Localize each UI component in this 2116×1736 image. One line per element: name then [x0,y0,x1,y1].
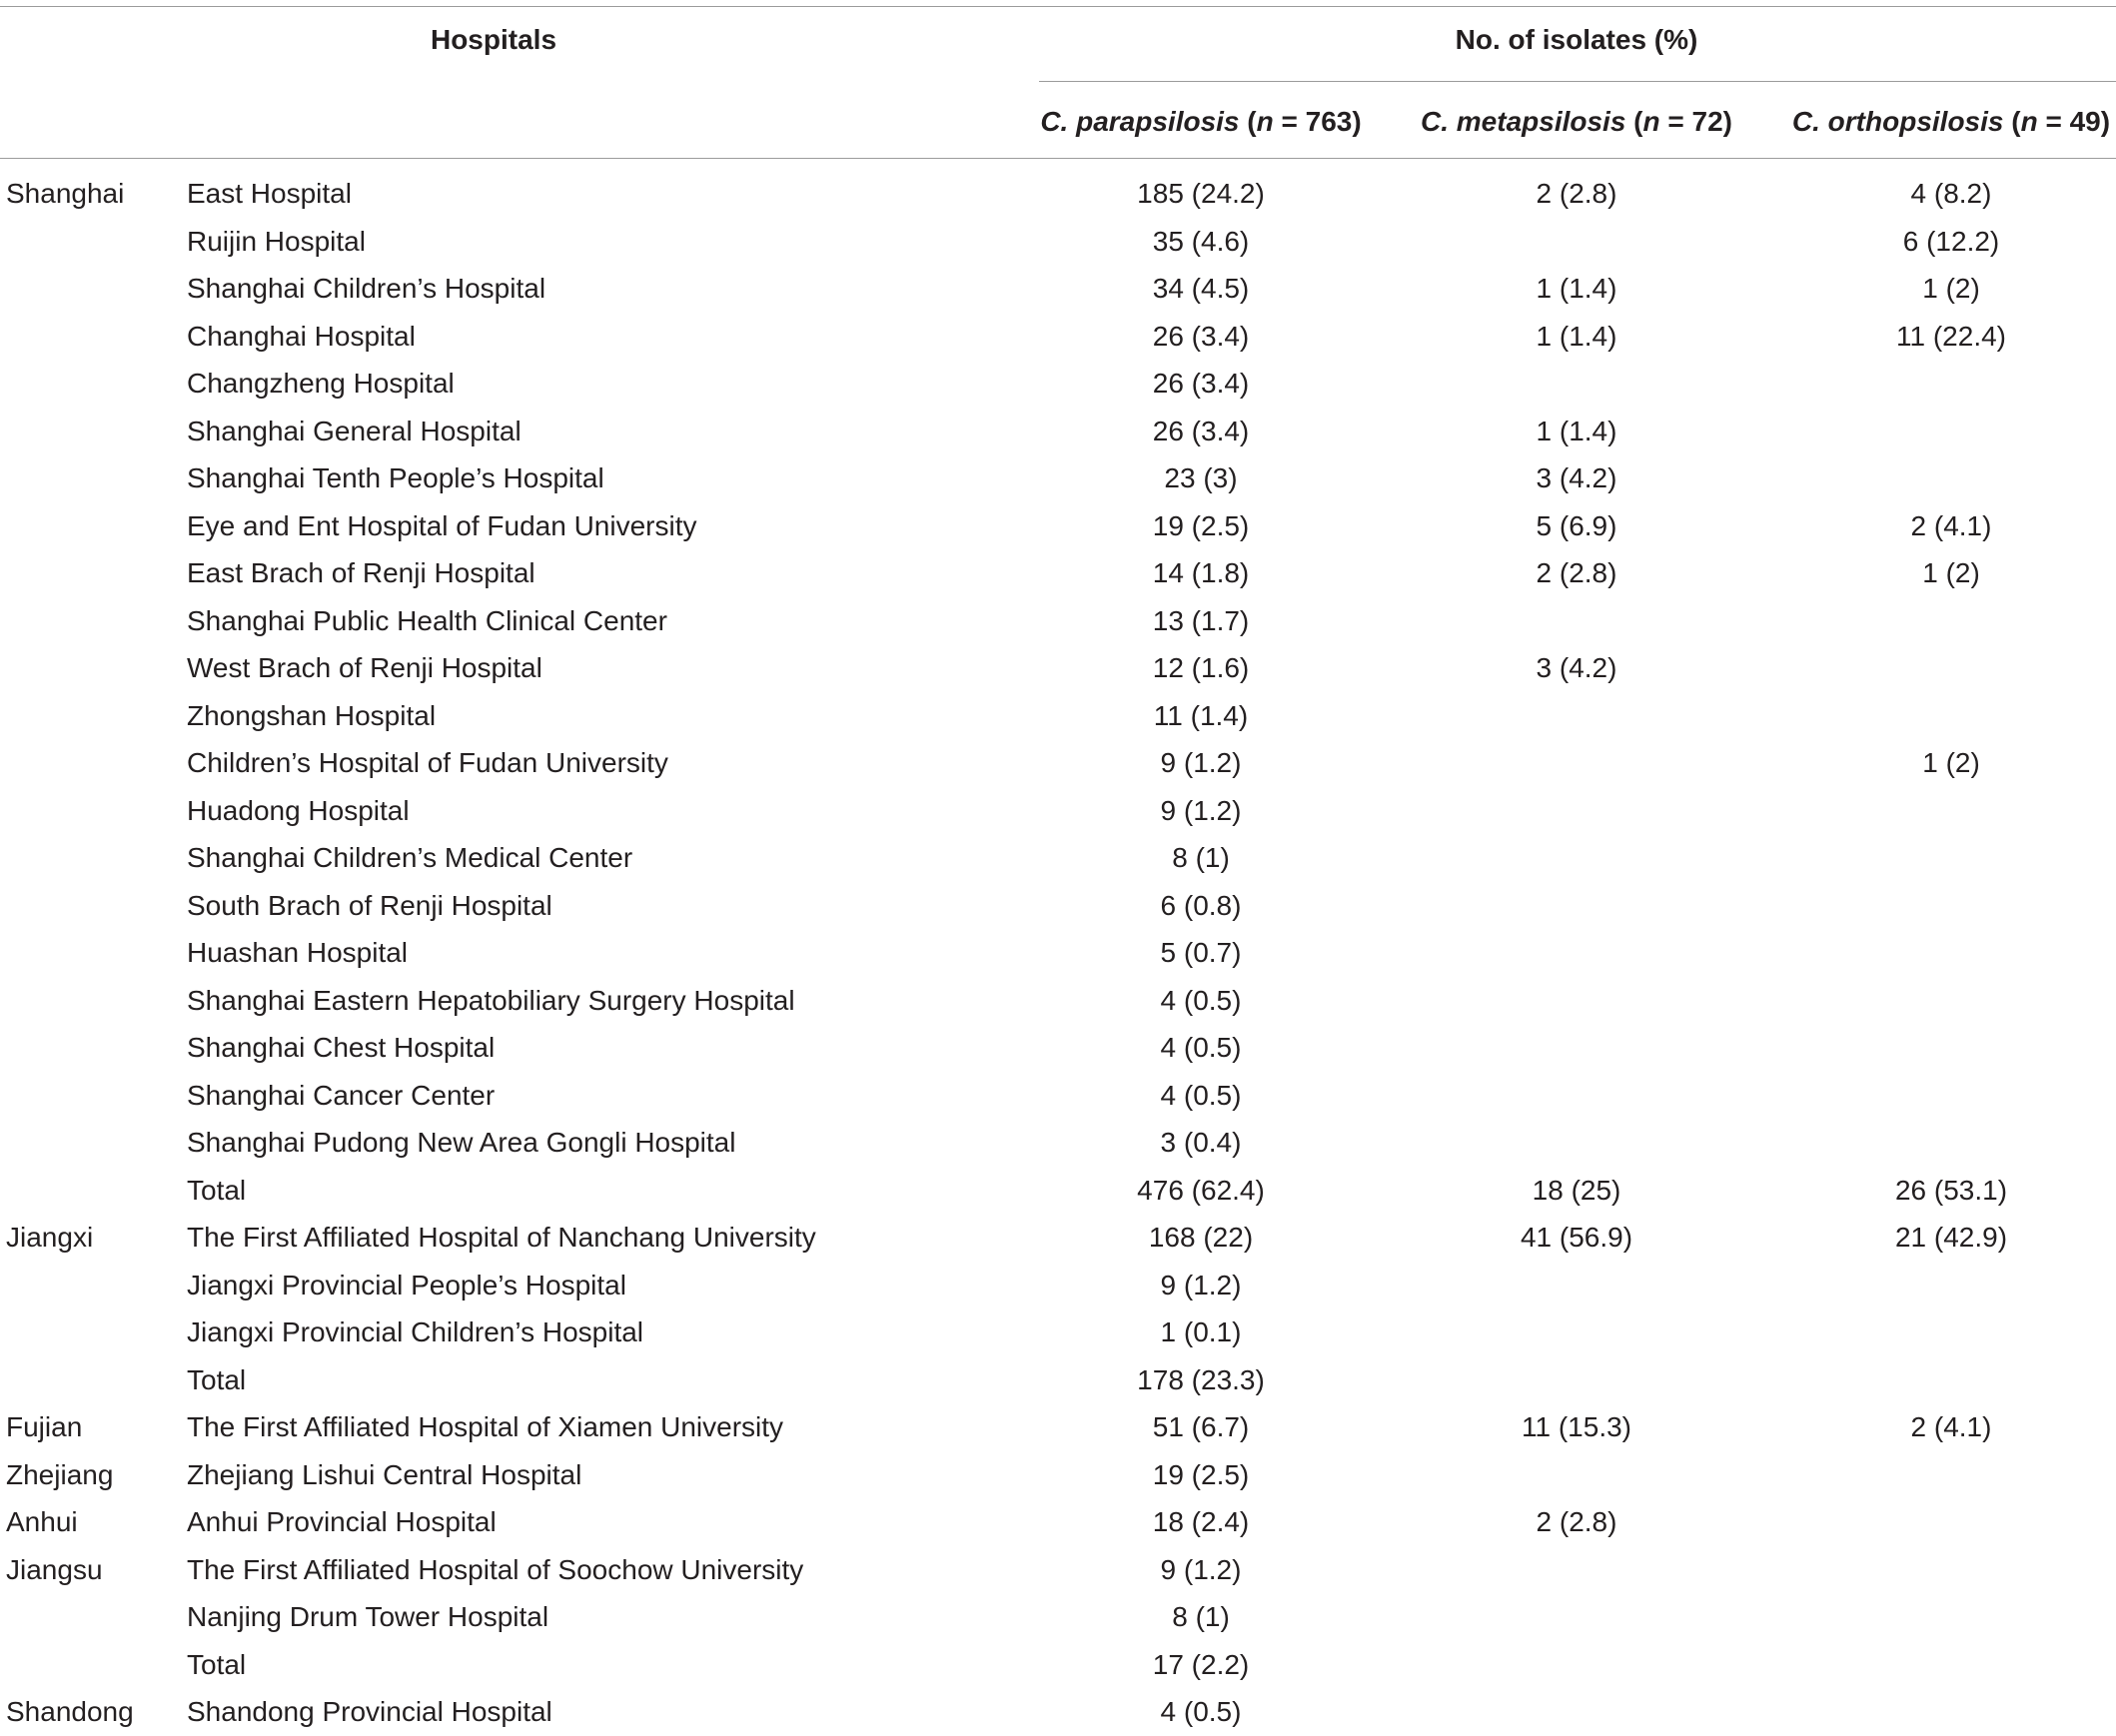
header-col-metapsilosis: C. metapsilosis (n = 72) [1420,106,1733,137]
table-row [0,1308,2116,1356]
metapsilosis-cell: 3 (4.2) [1536,462,1617,493]
parapsilosis-cell: 9 (1.2) [1160,1553,1242,1585]
parapsilosis-cell: 8 (1) [1172,842,1230,873]
hospital-cell: Shanghai Chest Hospital [187,1032,496,1063]
parapsilosis-cell: 11 (1.4) [1153,699,1249,731]
region-cell: Jiangsu [6,1553,103,1585]
hospital-cell: Jiangxi Provincial Children’s Hospital [187,1316,644,1347]
parapsilosis-cell: 19 (2.5) [1152,1458,1250,1490]
table-row [0,597,2116,645]
table-row [0,644,2116,692]
hospital-cell: Children’s Hospital of Fudan University [187,747,668,778]
table-row [0,170,2116,218]
parapsilosis-cell: 13 (1.7) [1152,604,1250,636]
hospital-cell: Shanghai Children’s Hospital [187,273,546,304]
hospital-cell: Total [187,1363,247,1395]
table-row [0,265,2116,313]
table-row [0,454,2116,502]
hospital-cell: Shanghai Eastern Hepatobiliary Surgery Hospital [187,984,795,1016]
metapsilosis-cell: 11 (15.3) [1522,1411,1631,1442]
table-row [0,408,2116,455]
table-row [0,1688,2116,1736]
hospital-cell: Total [187,1174,247,1206]
table-row [0,977,2116,1025]
parapsilosis-cell: 34 (4.5) [1152,273,1250,304]
table-row [0,1546,2116,1594]
hospital-cell: East Brach of Renji Hospital [187,557,535,588]
hospital-cell: East Hospital [187,178,352,209]
metapsilosis-cell: 41 (56.9) [1520,1222,1633,1253]
parapsilosis-cell: 26 (3.4) [1152,415,1250,446]
parapsilosis-cell: 4 (0.5) [1160,984,1242,1016]
table-body [0,170,2116,1736]
header-col-parapsilosis: C. parapsilosis (n = 763) [1040,106,1362,137]
parapsilosis-cell: 3 (0.4) [1160,1127,1242,1158]
table-row [0,739,2116,787]
table-row [0,1024,2116,1072]
parapsilosis-cell: 12 (1.6) [1152,652,1250,683]
table-row [0,1072,2116,1120]
orthopsilosis-cell: 6 (12.2) [1902,225,2000,257]
hospital-cell: Shanghai Cancer Center [187,1079,496,1111]
hospital-cell: Huashan Hospital [187,937,409,968]
parapsilosis-cell: 35 (4.6) [1152,225,1250,257]
metapsilosis-cell: 2 (2.8) [1536,178,1617,209]
orthopsilosis-cell: 11 (22.4) [1896,320,2006,352]
region-cell: Shanghai [6,178,125,209]
orthopsilosis-cell: 1 (2) [1922,747,1980,778]
hospital-cell: Shanghai Children’s Medical Center [187,842,633,873]
parapsilosis-cell: 185 (24.2) [1137,178,1265,209]
hospital-cell: Zhongshan Hospital [187,699,437,731]
metapsilosis-cell: 3 (4.2) [1536,652,1617,683]
parapsilosis-cell: 17 (2.2) [1152,1648,1250,1680]
table-row [0,1593,2116,1641]
table-row [0,502,2116,550]
parapsilosis-cell: 4 (0.5) [1160,1079,1242,1111]
parapsilosis-cell: 9 (1.2) [1160,794,1242,826]
parapsilosis-cell: 9 (1.2) [1160,747,1242,778]
parapsilosis-cell: 178 (23.3) [1137,1363,1265,1395]
hospital-cell: Ruijin Hospital [187,225,366,257]
orthopsilosis-cell: 21 (42.9) [1894,1222,2008,1253]
hospital-cell: The First Affiliated Hospital of Xiamen University [187,1411,784,1442]
hospital-cell: The First Affiliated Hospital of Soochow University [187,1553,804,1585]
header-bottom-rule [0,158,2116,159]
hospital-cell: Changzheng Hospital [187,368,455,399]
hospital-cell: Jiangxi Provincial People’s Hospital [187,1269,626,1301]
hospital-cell: Shanghai Public Health Clinical Center [187,604,667,636]
hospital-cell: The First Affiliated Hospital of Nanchang University [187,1222,816,1253]
table-row [0,1403,2116,1451]
orthopsilosis-cell: 2 (4.1) [1910,1411,1992,1442]
parapsilosis-cell: 6 (0.8) [1160,889,1242,921]
table-row [0,1451,2116,1499]
parapsilosis-cell: 23 (3) [1164,462,1238,493]
header-isolates: No. of isolates (%) [1455,24,1698,55]
header-span-rule [1039,81,2116,82]
metapsilosis-cell: 1 (1.4) [1536,320,1617,352]
header-hospitals: Hospitals [430,24,557,55]
table-row [0,787,2116,835]
hospital-cell: Changhai Hospital [187,320,416,352]
parapsilosis-cell: 5 (0.7) [1160,937,1242,968]
parapsilosis-cell: 4 (0.5) [1160,1032,1242,1063]
metapsilosis-cell: 18 (25) [1532,1174,1621,1206]
parapsilosis-cell: 8 (1) [1172,1601,1230,1632]
region-cell: Fujian [6,1411,83,1442]
region-cell: Jiangxi [6,1222,94,1253]
hospital-cell: Eye and Ent Hospital of Fudan University [187,509,697,541]
parapsilosis-cell: 26 (3.4) [1152,368,1250,399]
hospital-cell: Total [187,1648,247,1680]
header-col-orthopsilosis: C. orthopsilosis (n = 49) [1791,106,2111,137]
metapsilosis-cell: 2 (2.8) [1536,557,1617,588]
table-row [0,1641,2116,1689]
table-row [0,882,2116,930]
parapsilosis-cell: 51 (6.7) [1152,1411,1250,1442]
parapsilosis-cell: 476 (62.4) [1137,1174,1265,1206]
orthopsilosis-cell: 26 (53.1) [1894,1174,2008,1206]
hospital-cell: Shandong Provincial Hospital [187,1696,552,1727]
orthopsilosis-cell: 1 (2) [1922,273,1980,304]
hospital-cell: Zhejiang Lishui Central Hospital [187,1458,582,1490]
table-row [0,929,2116,977]
parapsilosis-cell: 19 (2.5) [1152,509,1250,541]
table-row [0,1119,2116,1167]
hospital-cell: Anhui Provincial Hospital [187,1506,497,1537]
parapsilosis-cell: 9 (1.2) [1160,1269,1242,1301]
orthopsilosis-cell: 4 (8.2) [1910,178,1992,209]
parapsilosis-cell: 4 (0.5) [1160,1696,1242,1727]
parapsilosis-cell: 14 (1.8) [1152,557,1250,588]
table-row [0,1356,2116,1404]
hospital-cell: South Brach of Renji Hospital [187,889,552,921]
hospital-cell: West Brach of Renji Hospital [187,652,542,683]
hospital-cell: Shanghai General Hospital [187,415,522,446]
parapsilosis-cell: 168 (22) [1148,1222,1254,1253]
hospital-cell: Huadong Hospital [187,794,410,826]
table-top-rule [0,6,2116,7]
parapsilosis-cell: 1 (0.1) [1160,1316,1242,1347]
region-cell: Anhui [6,1506,78,1537]
metapsilosis-cell: 5 (6.9) [1536,509,1617,541]
metapsilosis-cell: 1 (1.4) [1536,415,1617,446]
table-row [0,834,2116,882]
parapsilosis-cell: 18 (2.4) [1152,1506,1250,1537]
orthopsilosis-cell: 2 (4.1) [1910,509,1992,541]
table-row [0,360,2116,408]
table-row [0,1498,2116,1546]
orthopsilosis-cell: 1 (2) [1922,557,1980,588]
table-row [0,549,2116,597]
metapsilosis-cell: 2 (2.8) [1536,1506,1617,1537]
region-cell: Shandong [6,1696,134,1727]
table-row [0,1214,2116,1262]
region-cell: Zhejiang [6,1458,114,1490]
hospital-cell: Nanjing Drum Tower Hospital [187,1601,549,1632]
table-row [0,1167,2116,1215]
hospital-cell: Shanghai Pudong New Area Gongli Hospital [187,1127,736,1158]
table-row [0,218,2116,266]
hospital-cell: Shanghai Tenth People’s Hospital [187,462,604,493]
table-row [0,692,2116,740]
table-row [0,313,2116,361]
parapsilosis-cell: 26 (3.4) [1152,320,1250,352]
metapsilosis-cell: 1 (1.4) [1536,273,1617,304]
table-row [0,1262,2116,1309]
